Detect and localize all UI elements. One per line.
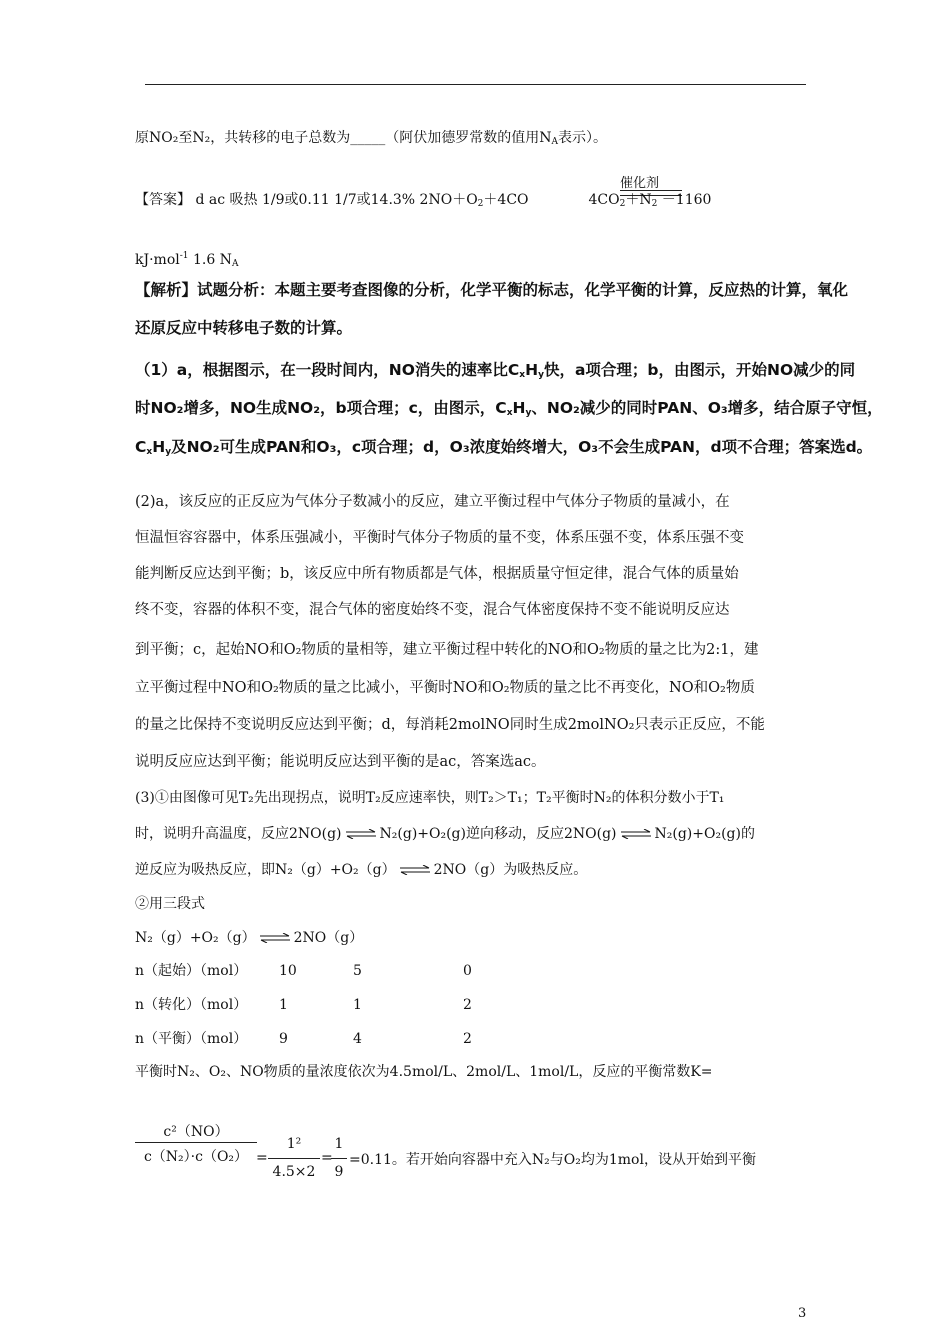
header-rule (145, 84, 806, 85)
part3-line-1: (3)①由图像可见T₂先出现拐点，说明T₂反应速率快，则T₂＞T₁；T₂平衡时N₂的体积分数小于T₁ (135, 790, 725, 806)
equilibrium-arrow-icon (345, 829, 377, 839)
part2-line-3: 能判断反应达到平衡；b，该反应中所有物质都是气体，根据质量守恒定律，混合气体的质量始 (135, 566, 739, 582)
part2-line-4: 终不变，容器的体积不变，混合气体的密度始终不变，混合气体密度保持不变不能说明反应达 (135, 602, 730, 618)
three-stage-equation: N₂（g）+O₂（g） 2NO（g） (135, 930, 364, 946)
fraction-1-numerator: c²（NO） (163, 1124, 229, 1140)
result-line: =0.11。若开始向容器中充入N₂与O₂均为1mol，设从开始到平衡 (349, 1152, 756, 1168)
fraction-3-denominator: 9 (334, 1164, 344, 1180)
part2-line-6: 立平衡过程中NO和O₂物质的量之比减小，平衡时NO和O₂物质的量之比不再变化，NO和O₂物质 (135, 680, 755, 696)
part2-line-2: 恒温恒容容器中，体系压强减小，平衡时气体分子物质的量不变，体系压强不变，体系压强不变 (135, 530, 744, 546)
page-number: 3 (798, 1306, 807, 1321)
fraction-3-numerator: 1 (334, 1136, 344, 1152)
analysis-line-2: 还原反应中转移电子数的计算。 (135, 319, 353, 337)
part1-line-2: 时NO₂增多，NO生成NO₂，b项合理；c，由图示，$C_xH_y$、NO₂减少的同时PAN、O₃增多，结合原子守恒， (135, 399, 883, 418)
equilibrium-arrow-icon (620, 829, 652, 839)
part2-line-1: (2)a，该反应的正反应为气体分子数减小的反应，建立平衡过程中气体分子物质的量减小，在 (135, 494, 730, 510)
part3-line-3: 逆反应为吸热反应，即N₂（g）+O₂（g） 2NO（g）为吸热反应。 (135, 862, 588, 878)
fraction-3-bar (331, 1158, 347, 1159)
fraction-2-bar (268, 1158, 320, 1159)
question-tail-line: 原NO₂至N₂，共转移的电子总数为_____（阿伏加德罗常数的值用$N_A$表示）。 (135, 130, 607, 147)
equilibrium-arrow-icon (399, 865, 431, 875)
answer-line: 【答案】 d ac 吸热 1/9或0.11 1/7或14.3% $2NO+O_2+4CO$ $4CO_2+N_2 -1160$ (135, 192, 712, 209)
equilibrium-constant-line: 平衡时N₂、O₂、NO物质的量浓度依次为4.5mol/L、2mol/L、1mol/L，反应的平衡常数K= (135, 1064, 713, 1080)
part2-line-5: 到平衡；c，起始NO和O₂物质的量相等，建立平衡过程中转化的NO和O₂物质的量之比为2:1，建 (135, 642, 759, 658)
catalyst-label: 催化剂 (620, 176, 660, 191)
answer-unit-line: kJ·mol$^{-1}$ 1.6 $N_A$ (135, 251, 239, 269)
equals-sign: = (256, 1150, 268, 1166)
equals-sign-2: = (321, 1150, 333, 1166)
equilibrium-arrow-icon (259, 933, 291, 943)
three-stage-title: ②用三段式 (135, 896, 205, 912)
part3-line-2: 时，说明升高温度，反应2NO(g) N₂(g)+O₂(g)逆向移动，反应2NO(g) N₂(g)+O₂(g)的 (135, 826, 755, 842)
fraction-1-bar (135, 1142, 257, 1143)
fraction-1-denominator: c（N₂）·c（O₂） (143, 1149, 249, 1165)
fraction-2-numerator: 1² (286, 1136, 302, 1152)
part1-line-3: $C_xH_y$及NO₂可生成PAN和O₃，c项合理；d，O₃浓度始终增大，O₃不会生成PAN，d项不合理；答案选d。 (135, 438, 873, 457)
part1-line-1: （1）a，根据图示，在一段时间内，NO消失的速率比$C_xH_y$快，a项合理；b，由图示，开始NO减少的同 (135, 361, 856, 380)
part2-line-7: 的量之比保持不变说明反应达到平衡；d，每消耗2molNO同时生成2molNO₂只表示正反应，不能 (135, 717, 765, 733)
analysis-line-1: 【解析】试题分析：本题主要考查图像的分析，化学平衡的标志，化学平衡的计算，反应热的计算，氧化 (135, 281, 849, 299)
fraction-2-denominator: 4.5×2 (272, 1164, 316, 1180)
part2-line-8: 说明反应应达到平衡；能说明反应达到平衡的是ac，答案选ac。 (135, 754, 546, 770)
